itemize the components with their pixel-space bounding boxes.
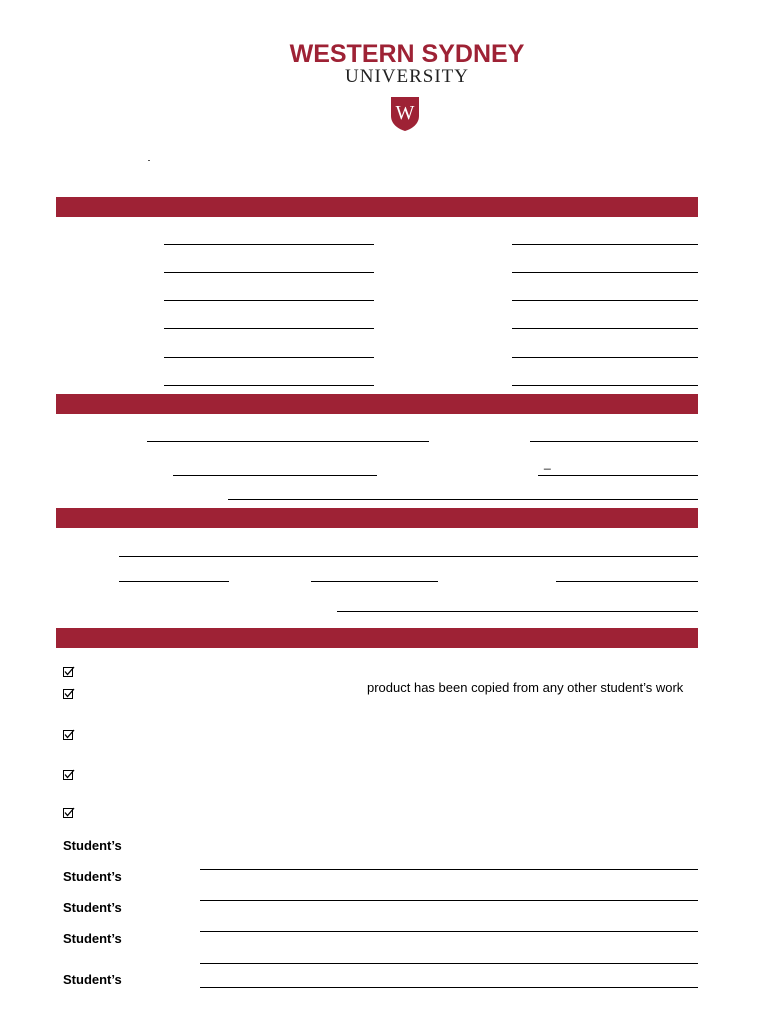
- checkbox-checked-icon[interactable]: [63, 729, 75, 741]
- field-line-right-3[interactable]: [512, 300, 698, 301]
- section-header-bar-1: [56, 197, 698, 217]
- student-label-1: Student’s: [63, 838, 122, 853]
- field-line-left-5[interactable]: [164, 357, 374, 358]
- field-line-left-3[interactable]: [164, 300, 374, 301]
- field-line-s3-5[interactable]: [337, 611, 698, 612]
- section-header-bar-2: [56, 394, 698, 414]
- signature-line-2[interactable]: [200, 900, 698, 901]
- field-line-left-1[interactable]: [164, 244, 374, 245]
- stray-dot: [148, 160, 150, 161]
- field-mark: _: [544, 456, 551, 470]
- field-line-left-2[interactable]: [164, 272, 374, 273]
- field-line-s3-4[interactable]: [556, 581, 698, 582]
- student-label-2: Student’s: [63, 869, 122, 884]
- checkbox-checked-icon[interactable]: [63, 688, 75, 700]
- student-label-5: Student’s: [63, 972, 122, 987]
- field-line-s2-1[interactable]: [147, 441, 429, 442]
- section-header-bar-4: [56, 628, 698, 648]
- field-line-s2-2[interactable]: [530, 441, 698, 442]
- logo-wordmark-bottom: UNIVERSITY: [345, 66, 469, 87]
- field-line-left-4[interactable]: [164, 328, 374, 329]
- student-label-3: Student’s: [63, 900, 122, 915]
- field-line-right-1[interactable]: [512, 244, 698, 245]
- university-logo: [287, 36, 527, 134]
- field-line-right-5[interactable]: [512, 357, 698, 358]
- student-label-4: Student’s: [63, 931, 122, 946]
- checkbox-checked-icon[interactable]: [63, 769, 75, 781]
- signature-line-4[interactable]: [200, 963, 698, 964]
- field-line-left-6[interactable]: [164, 385, 374, 386]
- field-line-s3-2[interactable]: [119, 581, 229, 582]
- checkbox-checked-icon[interactable]: [63, 666, 75, 678]
- field-line-s3-3[interactable]: [311, 581, 438, 582]
- field-line-s2-5[interactable]: [228, 499, 698, 500]
- signature-line-1[interactable]: [200, 869, 698, 870]
- field-line-right-6[interactable]: [512, 385, 698, 386]
- field-line-s3-1[interactable]: [119, 556, 698, 557]
- checkbox-checked-icon[interactable]: [63, 807, 75, 819]
- declaration-text: product has been copied from any other student’s work: [367, 680, 684, 695]
- signature-line-5[interactable]: [200, 987, 698, 988]
- field-line-s2-4[interactable]: [538, 475, 698, 476]
- field-line-right-2[interactable]: [512, 272, 698, 273]
- logo-wordmark-top: WESTERN SYDNEY: [289, 40, 525, 68]
- svg-text:W: W: [395, 102, 415, 124]
- signature-line-3[interactable]: [200, 931, 698, 932]
- field-line-right-4[interactable]: [512, 328, 698, 329]
- section-header-bar-3: [56, 508, 698, 528]
- field-line-s2-3[interactable]: [173, 475, 377, 476]
- shield-icon: [390, 96, 420, 132]
